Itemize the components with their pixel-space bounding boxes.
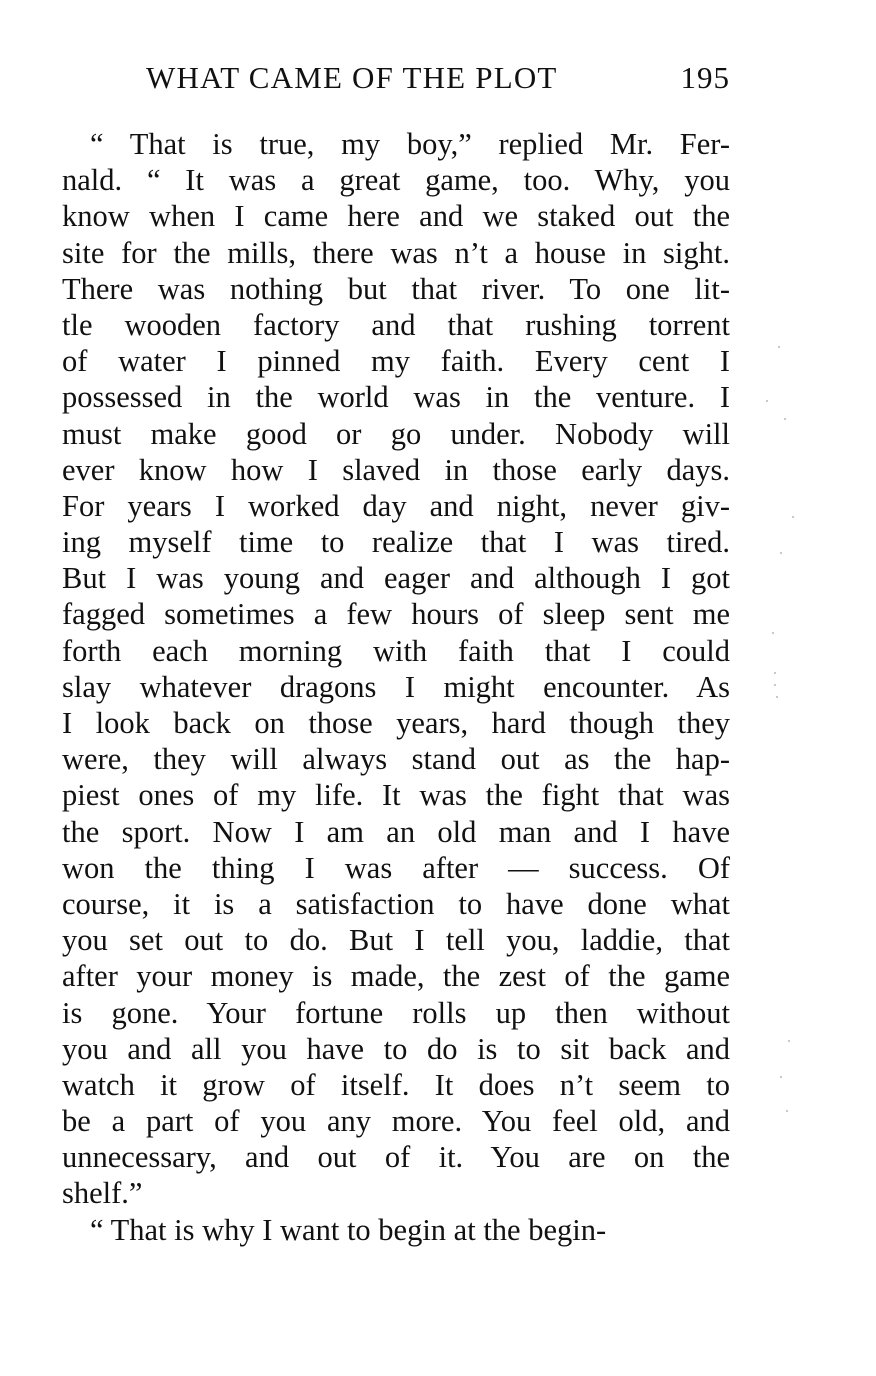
text-line: slay whatever dragons I might encounter. As xyxy=(62,669,730,704)
text-line: “ That is why I want to begin at the begin- xyxy=(90,1212,607,1247)
text-line: ing myself time to realize that I was tired. xyxy=(62,525,730,560)
text-line: ever know how I slaved in those early days. xyxy=(62,452,730,487)
text-line: you and all you have to do is to sit back and xyxy=(62,1031,730,1066)
running-title: WHAT CAME OF THE PLOT xyxy=(146,60,558,95)
speck xyxy=(780,1076,782,1078)
text-line: unnecessary, and out of it. You are on the xyxy=(62,1140,730,1175)
text-line: is gone. Your fortune rolls up then without xyxy=(62,995,730,1030)
text-line: tle wooden factory and that rushing torrent xyxy=(62,307,730,342)
text-line: must make good or go under. Nobody will xyxy=(62,416,730,451)
text-line: For years I worked day and night, never giv- xyxy=(62,488,730,523)
text-line: be a part of you any more. You feel old, and xyxy=(62,1104,730,1139)
text-line: “ That is true, my boy,” replied Mr. Fer- xyxy=(90,127,730,161)
text-line: nald. “ It was a great game, too. Why, you xyxy=(62,163,730,198)
text-line: fagged sometimes a few hours of sleep sent me xyxy=(62,597,730,632)
text-line: of water I pinned my faith. Every cent I xyxy=(62,344,730,379)
text-line: But I was young and eager and although I got xyxy=(62,561,730,596)
speck xyxy=(784,418,786,420)
margin-specks xyxy=(760,340,820,1140)
speck xyxy=(776,696,778,698)
text-line: won the thing I was after — success. Of xyxy=(62,850,730,885)
text-line: know when I came here and we staked out the xyxy=(62,199,730,234)
text-line: possessed in the world was in the venture. I xyxy=(62,380,730,415)
speck xyxy=(786,1110,788,1112)
page-number: 195 xyxy=(680,60,730,95)
text-line: the sport. Now I am an old man and I have xyxy=(62,814,730,849)
speck xyxy=(792,516,794,518)
speck xyxy=(780,552,782,554)
text-line: were, they will always stand out as the hap- xyxy=(62,742,730,777)
text-line: There was nothing but that river. To one lit- xyxy=(62,271,730,306)
text-line: forth each morning with faith that I could xyxy=(62,633,730,668)
text-line: shelf.” xyxy=(62,1176,143,1211)
text-line: watch it grow of itself. It does n’t seem to xyxy=(62,1067,730,1102)
speck xyxy=(778,346,780,348)
speck xyxy=(774,684,776,686)
speck xyxy=(772,632,774,634)
body-text xyxy=(62,126,730,1248)
text-line: after your money is made, the zest of the game xyxy=(62,959,730,994)
speck xyxy=(766,400,768,402)
text-line: course, it is a satisfaction to have done what xyxy=(62,886,730,921)
text-line: piest ones of my life. It was the fight that was xyxy=(62,778,730,813)
running-header xyxy=(146,58,730,98)
text-line: I look back on those years, hard though they xyxy=(62,706,730,740)
text-line: site for the mills, there was n’t a house in sight. xyxy=(62,235,730,270)
speck xyxy=(774,672,776,674)
text-line: you set out to do. But I tell you, laddie, that xyxy=(62,923,730,958)
speck xyxy=(788,1040,790,1042)
